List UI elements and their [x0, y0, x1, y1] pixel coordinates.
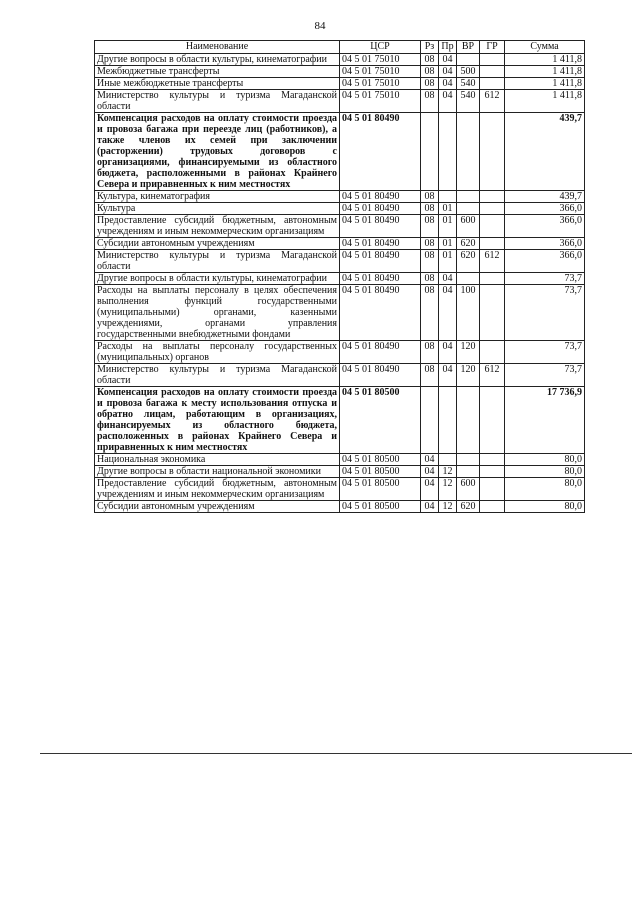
row-name-cell: Национальная экономика	[95, 454, 340, 466]
row-gr-cell	[480, 54, 505, 66]
table-row	[95, 285, 585, 341]
row-pr-cell: 04	[439, 364, 457, 387]
row-vr-cell: 500	[457, 66, 480, 78]
row-gr-cell: 612	[480, 250, 505, 273]
row-csr-cell: 04 5 01 80490	[340, 273, 421, 285]
row-gr-cell	[480, 215, 505, 238]
row-pr-cell: 04	[439, 341, 457, 364]
row-rz-cell	[421, 387, 439, 454]
row-gr-cell	[480, 66, 505, 78]
row-pr-cell: 01	[439, 203, 457, 215]
row-name-cell: Другие вопросы в области культуры, кинематографии	[95, 54, 340, 66]
row-vr-cell: 600	[457, 215, 480, 238]
row-name-cell: Культура	[95, 203, 340, 215]
row-gr-cell	[480, 113, 505, 191]
table-row	[95, 478, 585, 501]
table-row	[95, 203, 585, 215]
row-gr-cell	[480, 238, 505, 250]
row-rz-cell: 04	[421, 478, 439, 501]
row-vr-cell: 120	[457, 341, 480, 364]
table-row	[95, 454, 585, 466]
row-name-cell: Межбюджетные трансферты	[95, 66, 340, 78]
row-vr-cell	[457, 113, 480, 191]
row-sum-cell: 80,0	[505, 454, 585, 466]
row-rz-cell: 08	[421, 191, 439, 203]
row-vr-cell	[457, 466, 480, 478]
row-sum-cell: 1 411,8	[505, 78, 585, 90]
row-vr-cell: 540	[457, 78, 480, 90]
page-number: 84	[314, 20, 326, 32]
table-row	[95, 78, 585, 90]
row-sum-cell: 1 411,8	[505, 90, 585, 113]
header-gr: ГР	[480, 41, 505, 54]
table-row	[95, 90, 585, 113]
header-vr: ВР	[457, 41, 480, 54]
row-rz-cell: 08	[421, 78, 439, 90]
row-vr-cell	[457, 54, 480, 66]
row-sum-cell: 366,0	[505, 203, 585, 215]
row-csr-cell: 04 5 01 80500	[340, 387, 421, 454]
row-pr-cell	[439, 113, 457, 191]
row-csr-cell: 04 5 01 80490	[340, 113, 421, 191]
row-gr-cell	[480, 454, 505, 466]
row-pr-cell: 04	[439, 273, 457, 285]
row-csr-cell: 04 5 01 80490	[340, 364, 421, 387]
row-csr-cell: 04 5 01 80500	[340, 466, 421, 478]
row-name-cell: Субсидии автономным учреждениям	[95, 501, 340, 513]
row-gr-cell: 612	[480, 90, 505, 113]
row-vr-cell: 620	[457, 501, 480, 513]
row-vr-cell	[457, 203, 480, 215]
row-name-cell: Другие вопросы в области национальной экономики	[95, 466, 340, 478]
table-row	[95, 466, 585, 478]
row-pr-cell	[439, 454, 457, 466]
row-pr-cell: 04	[439, 285, 457, 341]
row-csr-cell: 04 5 01 80490	[340, 250, 421, 273]
row-gr-cell	[480, 191, 505, 203]
table-row	[95, 387, 585, 454]
table-row	[95, 191, 585, 203]
row-pr-cell	[439, 191, 457, 203]
table-row	[95, 341, 585, 364]
row-csr-cell: 04 5 01 75010	[340, 66, 421, 78]
row-rz-cell: 04	[421, 466, 439, 478]
row-rz-cell: 08	[421, 238, 439, 250]
row-sum-cell: 366,0	[505, 250, 585, 273]
header-csr: ЦСР	[340, 41, 421, 54]
row-rz-cell: 08	[421, 285, 439, 341]
row-rz-cell: 08	[421, 66, 439, 78]
row-sum-cell: 73,7	[505, 364, 585, 387]
row-vr-cell: 100	[457, 285, 480, 341]
row-csr-cell: 04 5 01 80500	[340, 478, 421, 501]
row-name-cell: Министерство культуры и туризма Магаданской области	[95, 364, 340, 387]
row-csr-cell: 04 5 01 80490	[340, 238, 421, 250]
row-pr-cell: 04	[439, 90, 457, 113]
row-pr-cell: 01	[439, 238, 457, 250]
row-rz-cell: 08	[421, 54, 439, 66]
row-sum-cell: 439,7	[505, 191, 585, 203]
row-vr-cell	[457, 191, 480, 203]
row-pr-cell	[439, 387, 457, 454]
row-csr-cell: 04 5 01 80490	[340, 191, 421, 203]
table-row	[95, 215, 585, 238]
row-sum-cell: 73,7	[505, 273, 585, 285]
row-gr-cell: 612	[480, 364, 505, 387]
row-csr-cell: 04 5 01 80500	[340, 454, 421, 466]
row-pr-cell: 12	[439, 501, 457, 513]
row-rz-cell: 08	[421, 215, 439, 238]
row-csr-cell: 04 5 01 80490	[340, 285, 421, 341]
table-row	[95, 66, 585, 78]
row-name-cell: Предоставление субсидий бюджетным, автономным учреждениям и иным некоммерческим организациям	[95, 215, 340, 238]
row-vr-cell	[457, 387, 480, 454]
row-gr-cell	[480, 78, 505, 90]
row-pr-cell: 01	[439, 250, 457, 273]
row-rz-cell: 08	[421, 273, 439, 285]
row-name-cell: Компенсация расходов на оплату стоимости проезда и провоза багажа при переезде лиц (работников), а также членов их семей при заключении (расторжении) трудовых договоров с организациями, финансируемыми из областного бюджета, расположенными в районах Крайнего Севера и приравненных к ним местностях	[95, 113, 340, 191]
row-name-cell: Министерство культуры и туризма Магаданской области	[95, 250, 340, 273]
row-name-cell: Субсидии автономным учреждениям	[95, 238, 340, 250]
row-gr-cell	[480, 466, 505, 478]
row-csr-cell: 04 5 01 75010	[340, 90, 421, 113]
footer-divider	[40, 753, 632, 754]
row-sum-cell: 1 411,8	[505, 66, 585, 78]
row-sum-cell: 366,0	[505, 238, 585, 250]
row-sum-cell: 73,7	[505, 341, 585, 364]
row-pr-cell: 12	[439, 466, 457, 478]
table-row	[95, 273, 585, 285]
row-sum-cell: 366,0	[505, 215, 585, 238]
table-row	[95, 238, 585, 250]
row-pr-cell: 04	[439, 54, 457, 66]
table-row	[95, 501, 585, 513]
row-rz-cell: 08	[421, 341, 439, 364]
row-vr-cell: 540	[457, 90, 480, 113]
row-vr-cell	[457, 273, 480, 285]
row-vr-cell: 620	[457, 250, 480, 273]
header-rz: Рз	[421, 41, 439, 54]
row-pr-cell: 04	[439, 66, 457, 78]
row-rz-cell: 08	[421, 250, 439, 273]
row-csr-cell: 04 5 01 80490	[340, 203, 421, 215]
row-rz-cell: 04	[421, 501, 439, 513]
row-sum-cell: 80,0	[505, 466, 585, 478]
table-row	[95, 364, 585, 387]
header-sum: Сумма	[505, 41, 585, 54]
row-pr-cell: 12	[439, 478, 457, 501]
row-rz-cell	[421, 113, 439, 191]
header-name: Наименование	[95, 41, 340, 54]
table-body	[95, 54, 585, 513]
row-gr-cell	[480, 501, 505, 513]
table-header-row	[95, 41, 585, 54]
row-vr-cell: 620	[457, 238, 480, 250]
row-name-cell: Расходы на выплаты персоналу в целях обеспечения выполнения функций государственными (муниципальными) органами, казенными учреждениями, органами управления государственными внебюджетными фондами	[95, 285, 340, 341]
row-csr-cell: 04 5 01 75010	[340, 54, 421, 66]
row-sum-cell: 80,0	[505, 501, 585, 513]
row-sum-cell: 1 411,8	[505, 54, 585, 66]
row-name-cell: Культура, кинематография	[95, 191, 340, 203]
row-vr-cell: 120	[457, 364, 480, 387]
row-name-cell: Расходы на выплаты персоналу государственных (муниципальных) органов	[95, 341, 340, 364]
row-sum-cell: 439,7	[505, 113, 585, 191]
row-sum-cell: 73,7	[505, 285, 585, 341]
table-row	[95, 250, 585, 273]
row-name-cell: Другие вопросы в области культуры, кинематографии	[95, 273, 340, 285]
row-vr-cell: 600	[457, 478, 480, 501]
row-rz-cell: 08	[421, 90, 439, 113]
row-rz-cell: 08	[421, 203, 439, 215]
row-gr-cell	[480, 285, 505, 341]
row-name-cell: Компенсация расходов на оплату стоимости проезда и провоза багажа к месту использования отпуска и обратно лицам, работающим в организациях, финансируемых из областного бюджета, расположенных в районах Крайнего Севера и приравненных к ним местностях	[95, 387, 340, 454]
row-pr-cell: 01	[439, 215, 457, 238]
row-gr-cell	[480, 478, 505, 501]
row-csr-cell: 04 5 01 80490	[340, 341, 421, 364]
table-row	[95, 113, 585, 191]
row-gr-cell	[480, 203, 505, 215]
row-sum-cell: 17 736,9	[505, 387, 585, 454]
row-name-cell: Иные межбюджетные трансферты	[95, 78, 340, 90]
table-row	[95, 54, 585, 66]
row-csr-cell: 04 5 01 80490	[340, 215, 421, 238]
row-gr-cell	[480, 341, 505, 364]
row-rz-cell: 08	[421, 364, 439, 387]
budget-table	[94, 40, 585, 513]
row-csr-cell: 04 5 01 75010	[340, 78, 421, 90]
row-vr-cell	[457, 454, 480, 466]
row-pr-cell: 04	[439, 78, 457, 90]
row-gr-cell	[480, 387, 505, 454]
row-name-cell: Предоставление субсидий бюджетным, автономным учреждениям и иным некоммерческим организациям	[95, 478, 340, 501]
row-csr-cell: 04 5 01 80500	[340, 501, 421, 513]
row-name-cell: Министерство культуры и туризма Магаданской области	[95, 90, 340, 113]
row-rz-cell: 04	[421, 454, 439, 466]
row-gr-cell	[480, 273, 505, 285]
row-sum-cell: 80,0	[505, 478, 585, 501]
header-pr: Пр	[439, 41, 457, 54]
